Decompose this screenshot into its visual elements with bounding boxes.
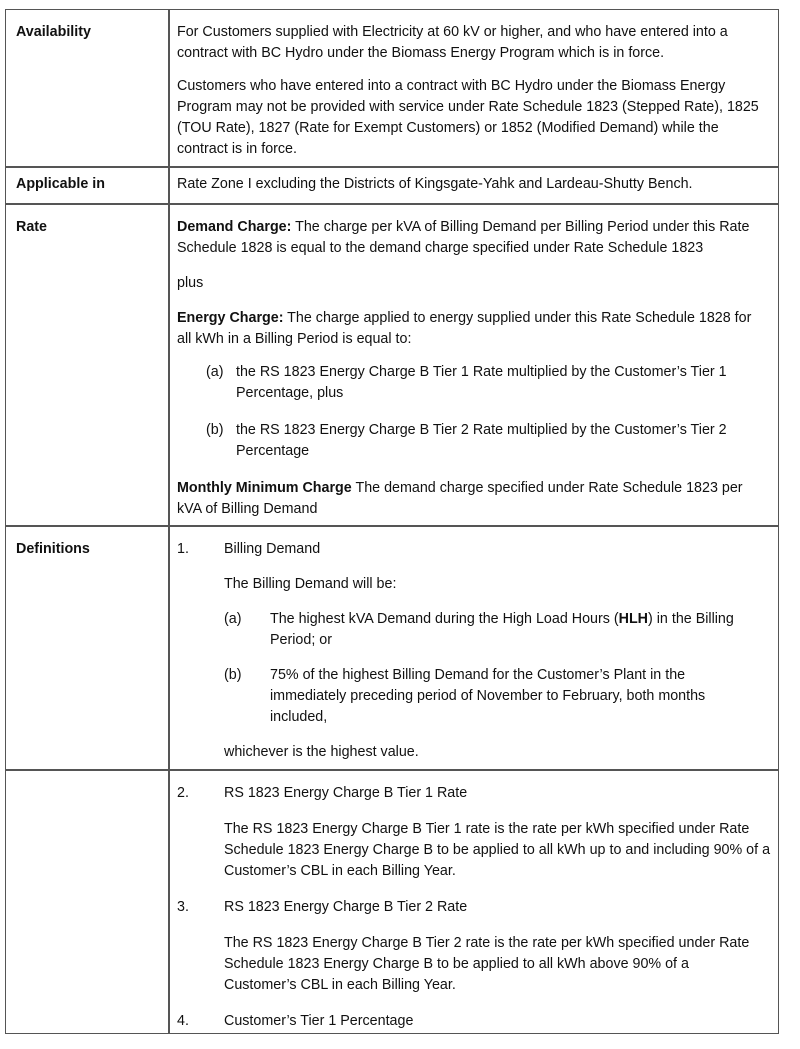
minimum-charge-text: The demand charge specified under Rate Schedule 1823 per kVA of Billing Demand	[177, 480, 743, 517]
row-label-applicable-in: Applicable in	[16, 176, 105, 192]
definition-title: Customer’s Tier 1 Percentage	[224, 1013, 414, 1029]
row-divider	[6, 769, 778, 771]
definition-text: The RS 1823 Energy Charge B Tier 1 rate is the rate per kWh specified under Rate Schedule 1823 Energy Charge B to be applied to all kWh up to and including 90% of a Customer’s CBL in each Billing Year.	[224, 821, 771, 879]
demand-charge-title: Demand Charge:	[177, 219, 292, 235]
definition-title: RS 1823 Energy Charge B Tier 2 Rate	[224, 899, 468, 915]
row-divider	[6, 203, 778, 205]
definition-number: 2.	[177, 785, 189, 801]
hlh-abbrev: HLH	[618, 611, 649, 627]
list-marker: (b)	[224, 667, 242, 683]
availability-content	[177, 22, 767, 160]
minimum-charge-paragraph	[177, 478, 767, 520]
rate-schedule-table	[5, 9, 779, 1034]
demand-charge-text: The charge per kVA of Billing Demand per Billing Period under this Rate Schedule 1828 is equal to the demand charge specified under Rate Schedule 1823	[177, 219, 750, 256]
list-item-text: 75% of the highest Billing Demand for the Customer’s Plant in the immediately preceding period of November to February, both months included,	[270, 667, 706, 725]
definition-text: The RS 1823 Energy Charge B Tier 2 rate is the rate per kWh specified under Rate Schedule 1823 Energy Charge B to be applied to all kWh above 90% of a Customer’s CBL in each Billing Year.	[224, 935, 750, 993]
list-item-text: the RS 1823 Energy Charge B Tier 2 Rate multiplied by the Customer’s Tier 2 Percentage	[236, 422, 727, 459]
text-part: The highest kVA Demand during the High Load Hours (	[270, 611, 619, 627]
list-item	[177, 420, 767, 466]
row-label-definitions: Definitions	[16, 541, 90, 557]
list-item-text	[270, 609, 770, 651]
energy-charge-paragraph	[177, 308, 767, 350]
definition-number: 3.	[177, 899, 189, 915]
row-label-rate: Rate	[16, 219, 47, 235]
row-divider	[6, 525, 778, 527]
list-item	[177, 362, 767, 408]
list-marker: (a)	[224, 611, 242, 627]
availability-paragraph: For Customers supplied with Electricity at 60 kV or higher, and who have entered into a contract with BC Hydro under the Biomass Energy Program which is in force.	[177, 24, 728, 61]
text-part: ) in the Billing Period; or	[270, 611, 734, 648]
definition-title: RS 1823 Energy Charge B Tier 1 Rate	[224, 785, 468, 801]
list-item-text: the RS 1823 Energy Charge B Tier 1 Rate multiplied by the Customer’s Tier 1 Percentage, plus	[236, 364, 727, 401]
definitions-continued	[177, 783, 771, 1029]
definition-intro: The Billing Demand will be:	[224, 576, 397, 592]
list-marker: (b)	[206, 422, 224, 438]
list-marker: (a)	[206, 364, 224, 380]
applicable-content: Rate Zone I excluding the Districts of Kingsgate-Yahk and Lardeau-Shutty Bench.	[177, 176, 693, 192]
row-label-availability: Availability	[16, 24, 91, 40]
definition-number: 4.	[177, 1013, 189, 1029]
column-divider	[168, 10, 170, 1033]
rate-content	[177, 217, 767, 520]
energy-charge-title: Energy Charge:	[177, 310, 284, 326]
definition-tail: whichever is the highest value.	[224, 744, 419, 760]
availability-paragraph: Customers who have entered into a contract with BC Hydro under the Biomass Energy Program may not be provided with service under Rate Schedule 1823 (Stepped Rate), 1825 (TOU Rate), 1827 (Rate for Exempt Customers) or 1852 (Modified Demand) while the contract is in force.	[177, 78, 759, 157]
definition-title: Billing Demand	[224, 541, 321, 557]
plus-text: plus	[177, 275, 204, 291]
demand-charge-paragraph	[177, 217, 767, 259]
minimum-charge-title: Monthly Minimum Charge	[177, 480, 352, 496]
row-divider	[6, 166, 778, 168]
definition-number: 1.	[177, 541, 189, 557]
definitions-content	[177, 539, 767, 764]
energy-charge-text: The charge applied to energy supplied under this Rate Schedule 1828 for all kWh in a Billing Period is equal to:	[177, 310, 752, 347]
